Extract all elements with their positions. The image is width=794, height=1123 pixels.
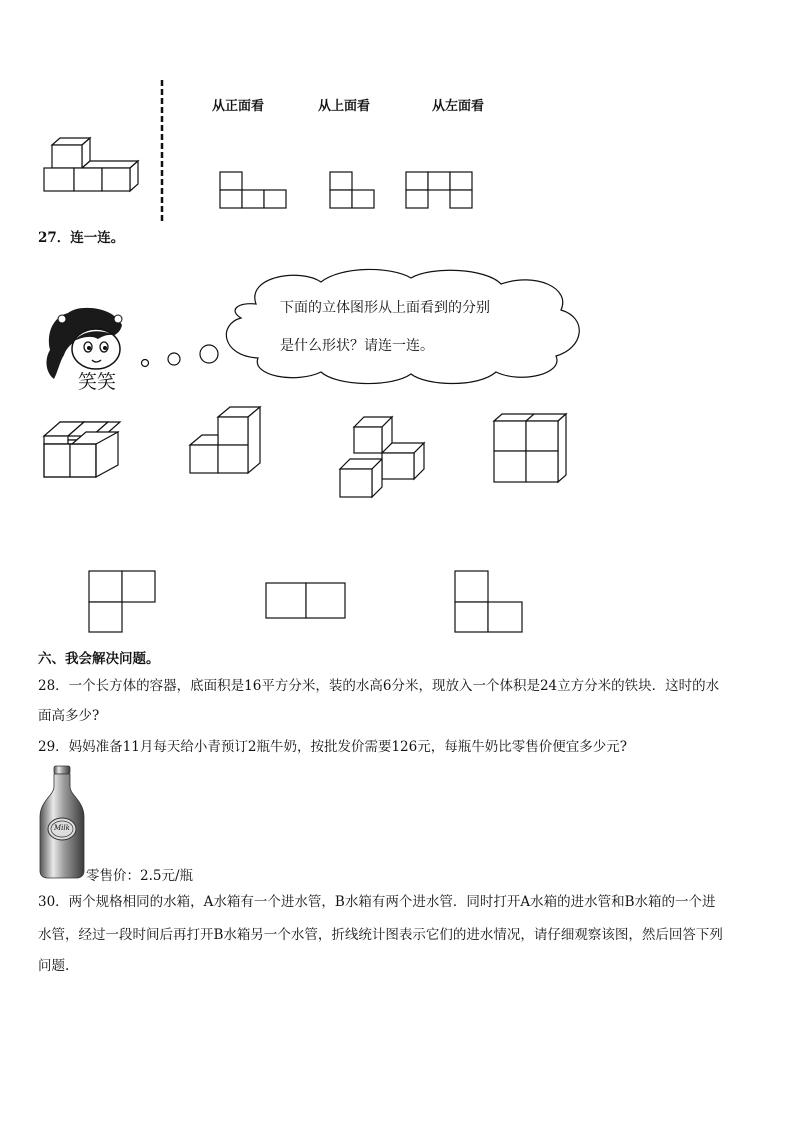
cube-stack-figure <box>40 135 145 200</box>
left-view-shape <box>406 172 476 212</box>
bottle-label: Milk <box>54 824 70 832</box>
view-label-front: 从正面看 <box>212 99 265 114</box>
top-view-option-2 <box>265 582 347 620</box>
q30-line-2: 水管，经过一段时间后再打开B水箱另一个水管，折线统计图表示它们的进水情况，请仔细观察该图，然后回答下列 <box>38 927 723 943</box>
solid-figure-4 <box>492 413 570 485</box>
character-name: 笑笑 <box>78 371 117 393</box>
solid-figure-1 <box>42 422 124 480</box>
q30-line-1: 30．两个规格相同的水箱，A水箱有一个进水管，B水箱有两个进水管．同时打开A水箱的进水管和B水箱的一个进 <box>38 894 716 910</box>
thought-cloud <box>216 266 584 386</box>
q28-line-2: 面高多少? <box>38 708 100 724</box>
milk-bottle-illustration <box>36 765 88 880</box>
view-label-top: 从上面看 <box>318 99 371 114</box>
top-view-option-1 <box>88 570 158 634</box>
section-6-title: 六、我会解决问题。 <box>38 651 160 667</box>
solid-figure-2 <box>188 405 264 477</box>
top-view-option-3 <box>454 570 526 634</box>
q29-line-1: 29．妈妈准备11月每天给小青预订2瓶牛奶，按批发价需要126元，每瓶牛奶比零售价便宜多少元? <box>38 739 627 755</box>
speech-line-1: 下面的立体图形从上面看到的分别 <box>280 300 490 316</box>
solid-figure-3 <box>338 415 428 501</box>
speech-line-2: 是什么形状？请连一连。 <box>280 338 434 354</box>
q28-line-1: 28．一个长方体的容器，底面积是16平方分米，装的水高6分米，现放入一个体积是24立方分米的铁块．这时的水 <box>38 678 720 694</box>
q30-line-3: 问题. <box>38 958 70 974</box>
thought-bubble-dots <box>138 340 223 370</box>
q27-title: 27．连一连。 <box>38 230 125 246</box>
front-view-shape <box>220 172 290 212</box>
retail-price-label: 零售价：2.5元/瓶 <box>86 868 194 884</box>
view-label-left: 从左面看 <box>432 99 485 114</box>
top-view-shape <box>330 172 380 212</box>
dashed-divider <box>160 80 164 222</box>
